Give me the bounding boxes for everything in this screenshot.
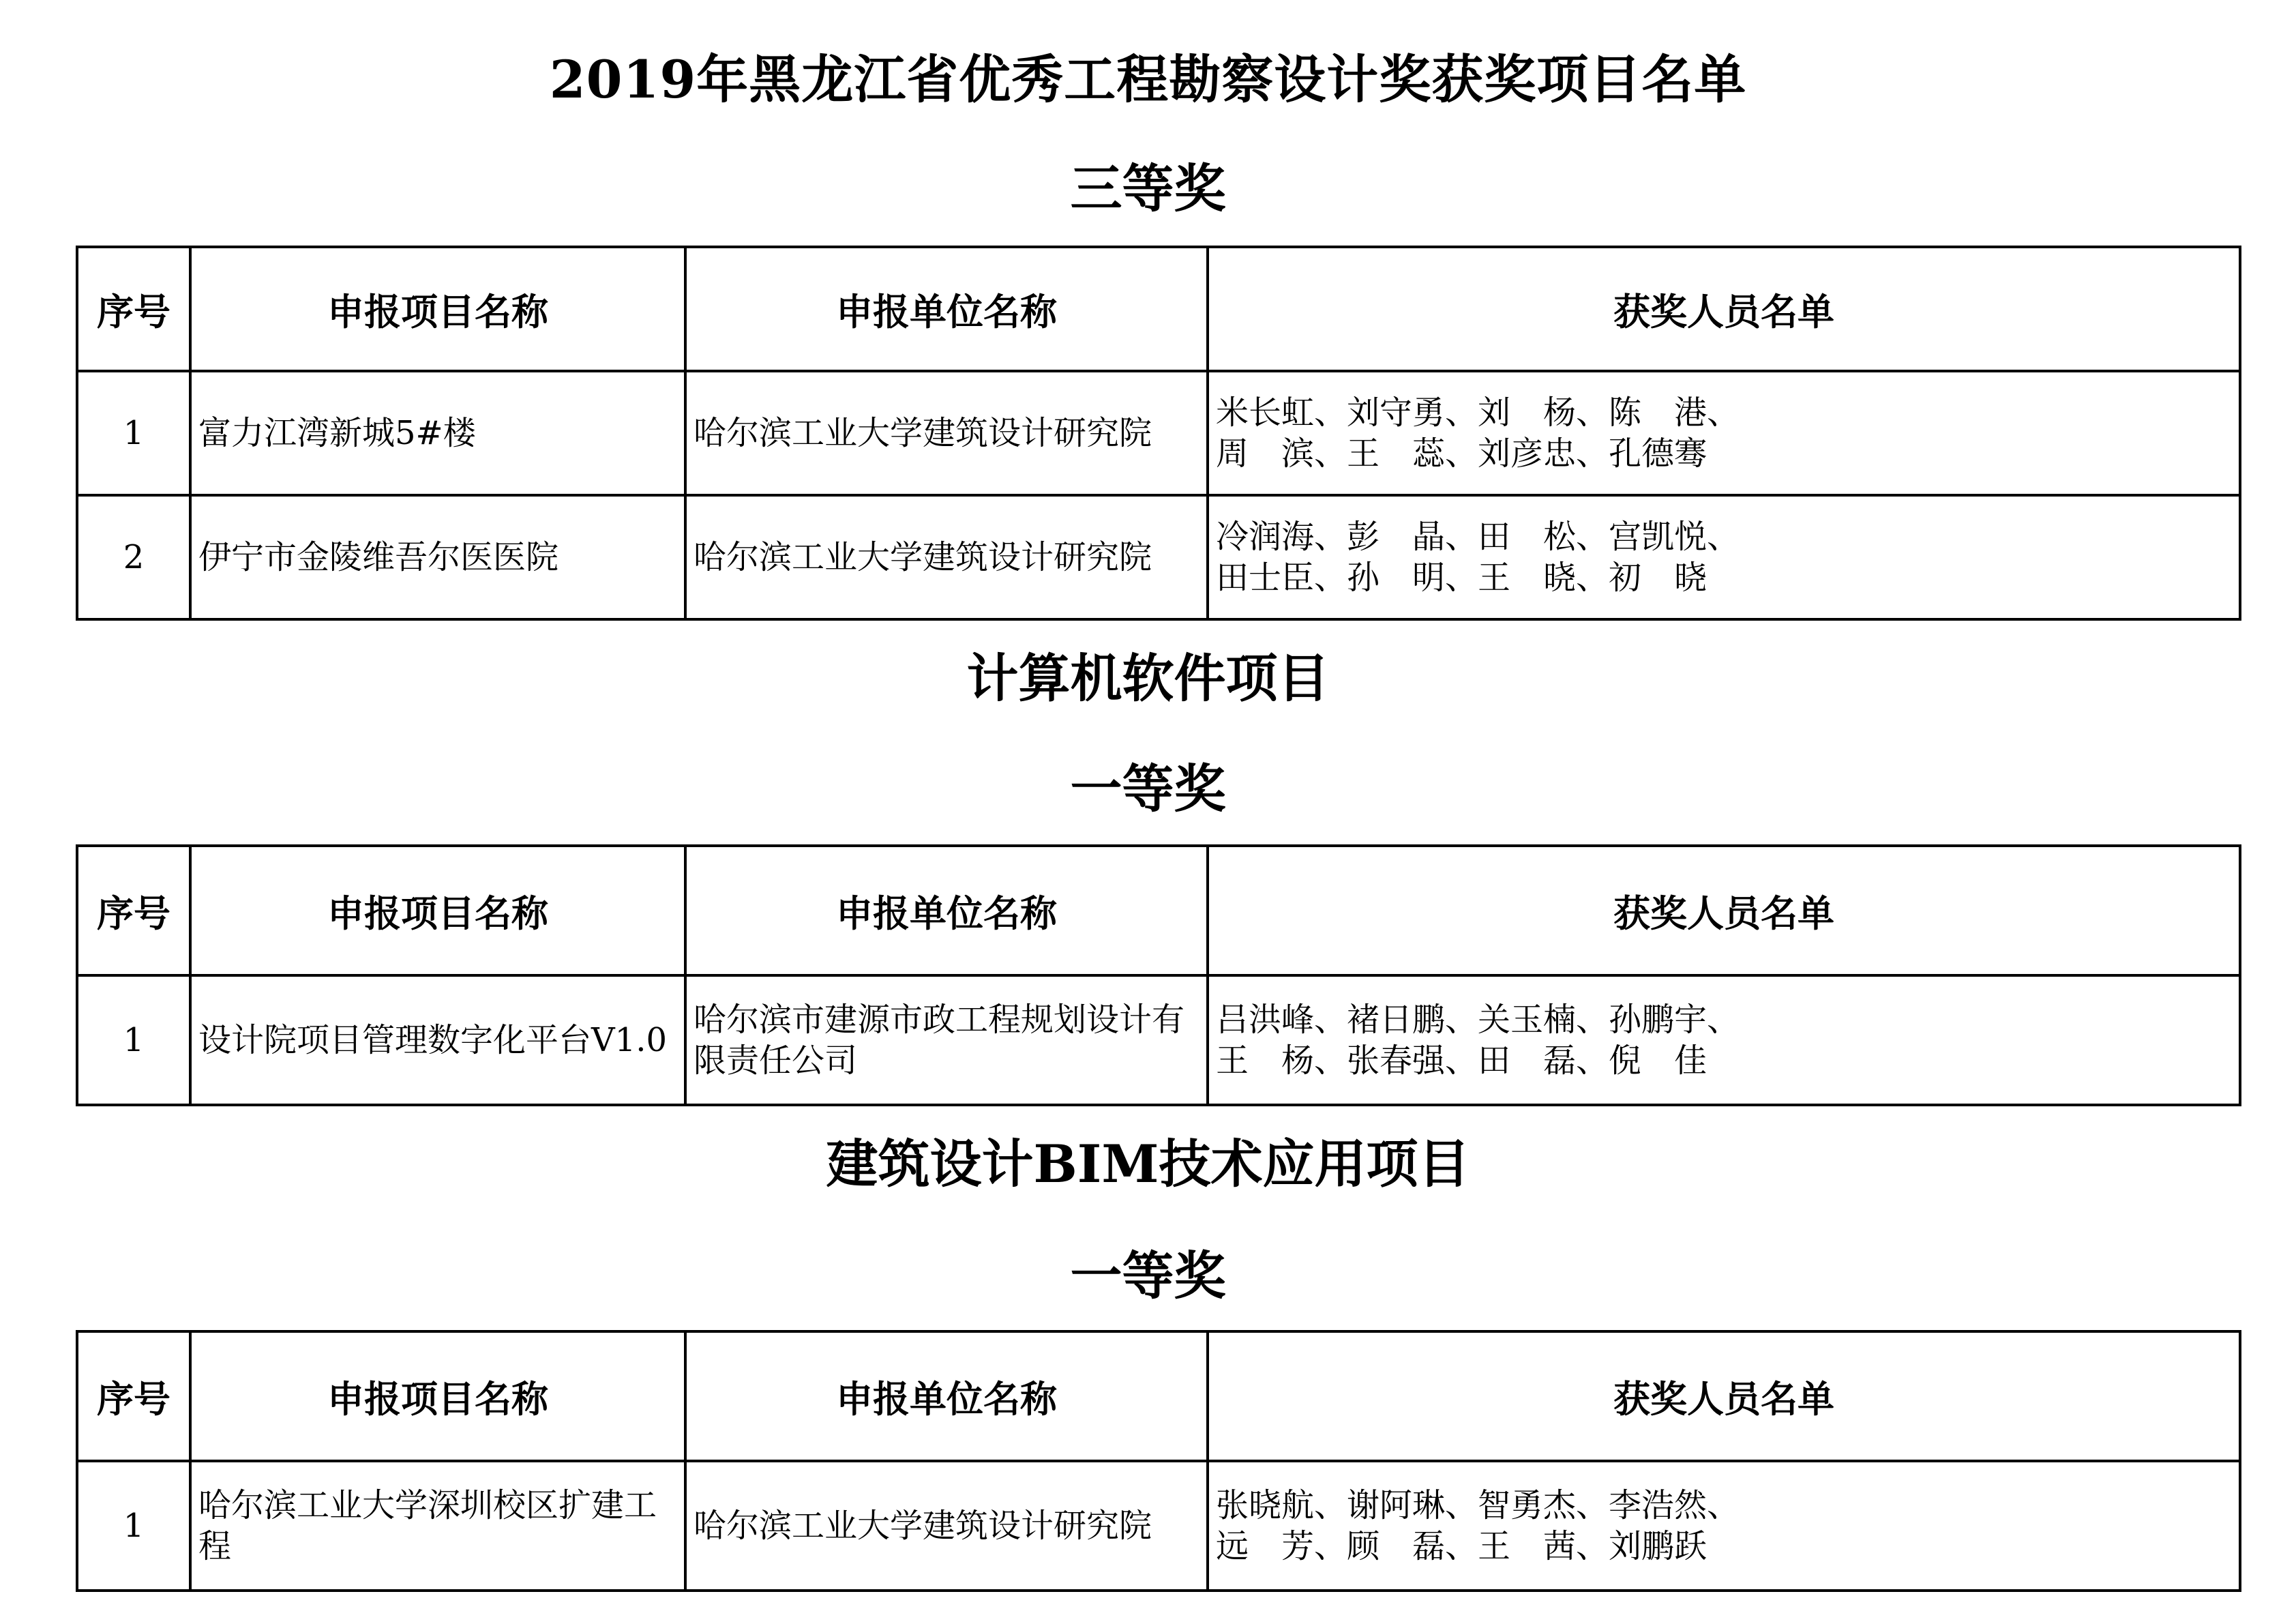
header-no: 序号: [77, 846, 190, 975]
header-no: 序号: [77, 247, 190, 371]
page-title: 2019年黑龙江省优秀工程勘察设计奖获奖项目名单: [549, 49, 1747, 110]
people-line: 周 滨、王 蕊、刘彦忠、孔德骞: [1216, 434, 1708, 473]
people-line: 张晓航、谢阿琳、智勇杰、李浩然、: [1216, 1486, 1740, 1524]
table-row: [77, 975, 2240, 1105]
cell-people: [1208, 975, 2240, 1105]
project-line: 程: [198, 1527, 232, 1565]
people-line: 田士臣、孙 明、王 晓、初 晓: [1216, 559, 1708, 597]
cell-unit: 哈尔滨工业大学建筑设计研究院: [685, 495, 1208, 619]
cell-people: [1208, 495, 2240, 619]
award-level-heading: 一等奖: [1070, 758, 1226, 819]
award-table-bim: [76, 1330, 2241, 1592]
category-heading: 建筑设计BIM技术应用项目: [826, 1134, 1470, 1194]
header-people: 获奖人员名单: [1208, 1331, 2240, 1461]
cell-no: 1: [77, 371, 190, 495]
award-level-heading: 一等奖: [1070, 1245, 1226, 1306]
award-table-third-prize: [76, 246, 2241, 621]
table-header-row: [77, 1331, 2240, 1461]
cell-project: 伊宁市金陵维吾尔医医院: [190, 495, 685, 619]
table-row: [77, 1461, 2240, 1591]
people-line: 王 杨、张春强、田 磊、倪 佳: [1216, 1042, 1708, 1080]
unit-line: 哈尔滨市建源市政工程规划设计有: [694, 1001, 1185, 1039]
cell-no: 1: [77, 1461, 190, 1591]
cell-unit: [685, 975, 1208, 1105]
category-heading: 计算机软件项目: [966, 648, 1330, 709]
header-unit: 申报单位名称: [685, 247, 1208, 371]
table-header-row: [77, 247, 2240, 371]
header-people: 获奖人员名单: [1208, 247, 2240, 371]
cell-project: [190, 1461, 685, 1591]
header-no: 序号: [77, 1331, 190, 1461]
cell-project: 富力江湾新城5#楼: [190, 371, 685, 495]
header-project: 申报项目名称: [190, 1331, 685, 1461]
table-row: [77, 371, 2240, 495]
cell-unit: 哈尔滨工业大学建筑设计研究院: [685, 371, 1208, 495]
header-unit: 申报单位名称: [685, 846, 1208, 975]
header-people: 获奖人员名单: [1208, 846, 2240, 975]
award-level-heading: 三等奖: [1070, 158, 1226, 219]
people-line: 远 芳、顾 磊、王 茜、刘鹏跃: [1216, 1527, 1708, 1565]
header-project: 申报项目名称: [190, 247, 685, 371]
award-table-software: [76, 844, 2241, 1106]
unit-line: 限责任公司: [694, 1042, 858, 1080]
cell-people: [1208, 371, 2240, 495]
people-line: 冷润海、彭 晶、田 松、宫凯悦、: [1216, 518, 1740, 556]
cell-unit: 哈尔滨工业大学建筑设计研究院: [685, 1461, 1208, 1591]
people-line: 米长虹、刘守勇、刘 杨、陈 港、: [1216, 394, 1740, 432]
table-header-row: [77, 846, 2240, 975]
cell-people: [1208, 1461, 2240, 1591]
header-unit: 申报单位名称: [685, 1331, 1208, 1461]
header-project: 申报项目名称: [190, 846, 685, 975]
cell-project: 设计院项目管理数字化平台V1.0: [190, 975, 685, 1105]
table-row: [77, 495, 2240, 619]
cell-no: 1: [77, 975, 190, 1105]
cell-no: 2: [77, 495, 190, 619]
people-line: 吕洪峰、褚日鹏、关玉楠、孙鹏宇、: [1216, 1001, 1740, 1039]
project-line: 哈尔滨工业大学深圳校区扩建工: [198, 1486, 657, 1524]
